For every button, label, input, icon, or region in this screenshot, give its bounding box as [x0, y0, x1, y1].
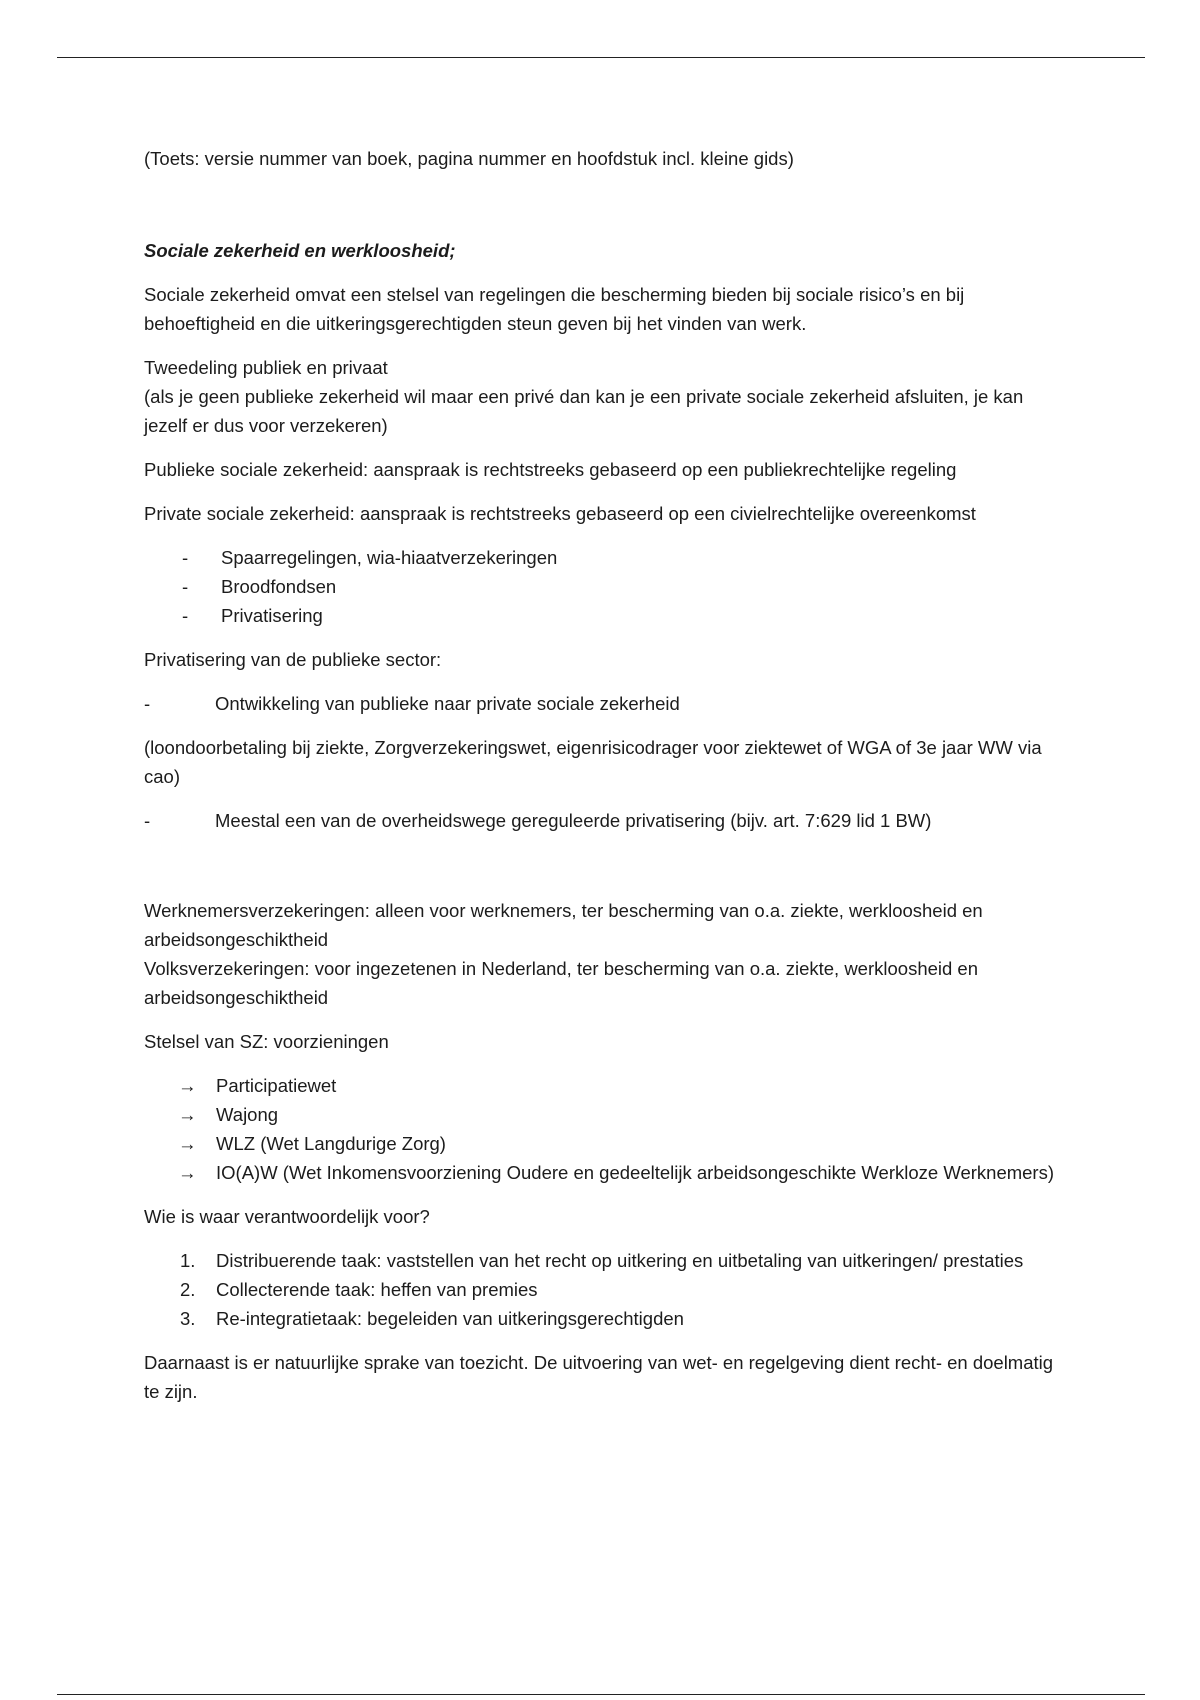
privatisering-list-1: [144, 689, 1064, 718]
arrow-right-icon: →: [178, 1104, 197, 1125]
spacer: [144, 850, 1064, 896]
werknemers-paragraph: Werknemersverzekeringen: alleen voor werknemers, ter bescherming van o.a. ziekte, werkloosheid en arbeidsongeschiktheid: [144, 900, 983, 950]
list-item: [144, 1304, 1064, 1333]
intro-note: (Toets: versie nummer van boek, pagina nummer en hoofdstuk incl. kleine gids): [144, 148, 794, 169]
privaat-paragraph: Private sociale zekerheid: aanspraak is rechtstreeks gebaseerd op een civielrechtelijke overeenkomst: [144, 503, 976, 524]
list-item-text: Distribuerende taak: vaststellen van het recht op uitkering en uitbetaling van uitkeringen/ prestaties: [216, 1250, 1024, 1271]
privatisering-list-2: [144, 806, 1064, 835]
list-item-text: Meestal een van de overheidswege gereguleerde privatisering (bijv. art. 7:629 lid 1 BW): [215, 810, 932, 831]
list-item-text: Ontwikkeling van publieke naar private sociale zekerheid: [215, 693, 680, 714]
list-item: [144, 806, 1064, 835]
section-heading: Sociale zekerheid en werkloosheid;: [144, 240, 456, 261]
verantwoordelijk-title: Wie is waar verantwoordelijk voor?: [144, 1206, 430, 1227]
tweedeling-title: Tweedeling publiek en privaat: [144, 357, 388, 378]
list-item: [144, 1275, 1064, 1304]
voorzieningen-list: [144, 1071, 1064, 1187]
dash-marker: -: [144, 810, 151, 831]
toezicht-paragraph: Daarnaast is er natuurlijke sprake van toezicht. De uitvoering van wet- en regelgeving dient recht- en doelmatig te zijn.: [144, 1352, 1054, 1402]
list-item-text: Wajong: [216, 1104, 279, 1125]
list-number: 1.: [180, 1250, 196, 1271]
publiek-paragraph: Publieke sociale zekerheid: aanspraak is rechtstreeks gebaseerd op een publiekrechtelijke regeling: [144, 459, 957, 480]
list-item-text: Re-integratietaak: begeleiden van uitkeringsgerechtigden: [216, 1308, 684, 1329]
list-item-text: Spaarregelingen, wia-hiaatverzekeringen: [221, 547, 558, 568]
privatisering-title: Privatisering van de publieke sector:: [144, 649, 442, 670]
list-item: [144, 689, 1064, 718]
dash-marker: -: [182, 576, 189, 597]
list-item: [144, 1100, 1064, 1129]
header-rule: [57, 57, 1145, 58]
volks-paragraph: Volksverzekeringen: voor ingezetenen in Nederland, ter bescherming van o.a. ziekte, werkloosheid en arbeidsongeschiktheid: [144, 958, 979, 1008]
footer-rule: [57, 1694, 1145, 1695]
private-list: [144, 543, 1064, 630]
taken-list: [144, 1246, 1064, 1333]
list-number: 3.: [180, 1308, 196, 1329]
list-item-text: Collecterende taak: heffen van premies: [216, 1279, 538, 1300]
list-number: 2.: [180, 1279, 196, 1300]
list-item-text: WLZ (Wet Langdurige Zorg): [216, 1133, 446, 1154]
dash-marker: -: [144, 693, 151, 714]
definition-paragraph: Sociale zekerheid omvat een stelsel van regelingen die bescherming bieden bij sociale risico’s en bij behoeftigheid en die uitkeringsgerechtigden steun geven bij het vinden van werk.: [144, 284, 965, 334]
list-item: [144, 1158, 1064, 1187]
spacer: [144, 188, 1064, 236]
stelsel-title: Stelsel van SZ: voorzieningen: [144, 1031, 389, 1052]
list-item: [144, 601, 1064, 630]
document-body: [144, 144, 1064, 1421]
list-item: [144, 1129, 1064, 1158]
dash-marker: -: [182, 547, 189, 568]
tweedeling-note: (als je geen publieke zekerheid wil maar een privé dan kan je een private sociale zekerheid afsluiten, je kan jezelf er dus voor verzekeren): [144, 386, 1024, 436]
privatisering-note: (loondoorbetaling bij ziekte, Zorgverzekeringswet, eigenrisicodrager voor ziektewet of WGA of 3e jaar WW via cao): [144, 737, 1042, 787]
list-item-text: Broodfondsen: [221, 576, 337, 597]
arrow-right-icon: →: [178, 1133, 197, 1154]
list-item: [144, 572, 1064, 601]
list-item: [144, 1071, 1064, 1100]
list-item-text: IO(A)W (Wet Inkomensvoorziening Oudere en gedeeltelijk arbeidsongeschikte Werkloze Werknemers): [216, 1162, 1055, 1183]
list-item: [144, 543, 1064, 572]
arrow-right-icon: →: [178, 1162, 197, 1183]
list-item-text: Privatisering: [221, 605, 323, 626]
list-item: [144, 1246, 1064, 1275]
list-item-text: Participatiewet: [216, 1075, 337, 1096]
arrow-right-icon: →: [178, 1075, 197, 1096]
dash-marker: -: [182, 605, 189, 626]
